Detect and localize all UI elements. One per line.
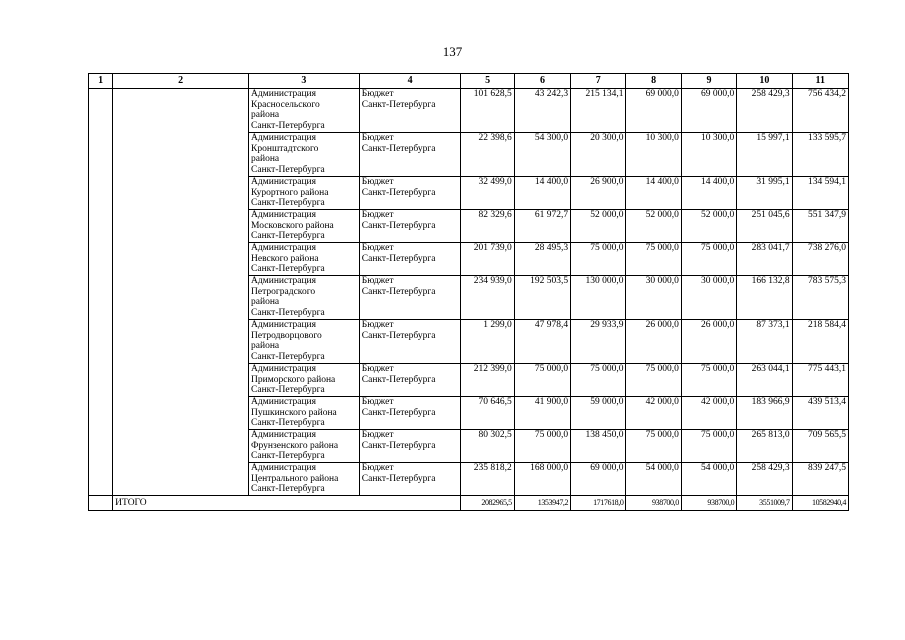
value-cell: 75 000,0	[571, 364, 626, 397]
value-cell: 28 495,3	[514, 243, 570, 276]
total-row	[89, 496, 849, 511]
administrator-cell: Администрация Приморского района Санкт-Петербурга	[249, 364, 360, 397]
value-cell: 61 972,7	[514, 210, 570, 243]
administrator-cell: Администрация Кронштадтского района Санкт-Петербурга	[249, 133, 360, 177]
value-cell: 251 045,6	[737, 210, 792, 243]
cell-col-2	[113, 89, 249, 496]
total-value-cell: 2082965,5	[461, 496, 514, 511]
administrator-cell: Администрация Петродворцового района Санкт-Петербурга	[249, 320, 360, 364]
value-cell: 30 000,0	[626, 276, 681, 320]
funding-source-cell: Бюджет Санкт-Петербурга	[359, 89, 461, 133]
value-cell: 283 041,7	[737, 243, 792, 276]
value-cell: 30 000,0	[681, 276, 736, 320]
value-cell: 41 900,0	[514, 397, 570, 430]
header-row	[89, 74, 849, 89]
page-number: 137	[442, 44, 463, 59]
value-cell: 52 000,0	[681, 210, 736, 243]
administrator-cell: Администрация Курортного района Санкт-Петербурга	[249, 177, 360, 210]
value-cell: 10 300,0	[626, 133, 681, 177]
total-blank-cell	[89, 496, 113, 511]
column-header: 10	[737, 74, 792, 89]
budget-table	[88, 73, 849, 511]
value-cell: 756 434,2	[792, 89, 848, 133]
value-cell: 551 347,9	[792, 210, 848, 243]
value-cell: 20 300,0	[571, 133, 626, 177]
value-cell: 192 503,5	[514, 276, 570, 320]
value-cell: 14 400,0	[681, 177, 736, 210]
total-value-cell: 1717618,0	[571, 496, 626, 511]
value-cell: 212 399,0	[461, 364, 514, 397]
value-cell: 26 000,0	[681, 320, 736, 364]
administrator-cell: Администрация Невского района Санкт-Петербурга	[249, 243, 360, 276]
value-cell: 166 132,8	[737, 276, 792, 320]
value-cell: 75 000,0	[626, 364, 681, 397]
value-cell: 201 739,0	[461, 243, 514, 276]
value-cell: 26 000,0	[626, 320, 681, 364]
value-cell: 52 000,0	[626, 210, 681, 243]
cell-col-1	[89, 89, 113, 496]
value-cell: 87 373,1	[737, 320, 792, 364]
value-cell: 69 000,0	[571, 463, 626, 496]
value-cell: 839 247,5	[792, 463, 848, 496]
value-cell: 265 813,0	[737, 430, 792, 463]
total-value-cell: 938700,0	[681, 496, 736, 511]
value-cell: 234 939,0	[461, 276, 514, 320]
funding-source-cell: Бюджет Санкт-Петербурга	[359, 177, 461, 210]
column-header: 2	[113, 74, 249, 89]
value-cell: 75 000,0	[626, 243, 681, 276]
value-cell: 138 450,0	[571, 430, 626, 463]
administrator-cell: Администрация Фрунзенского района Санкт-Петербурга	[249, 430, 360, 463]
value-cell: 75 000,0	[626, 430, 681, 463]
value-cell: 52 000,0	[571, 210, 626, 243]
table-body	[89, 89, 849, 511]
value-cell: 54 300,0	[514, 133, 570, 177]
value-cell: 42 000,0	[626, 397, 681, 430]
total-value-cell: 10582940,4	[792, 496, 848, 511]
value-cell: 82 329,6	[461, 210, 514, 243]
column-header: 8	[626, 74, 681, 89]
value-cell: 29 933,9	[571, 320, 626, 364]
value-cell: 75 000,0	[681, 364, 736, 397]
value-cell: 775 443,1	[792, 364, 848, 397]
value-cell: 75 000,0	[681, 430, 736, 463]
value-cell: 215 134,1	[571, 89, 626, 133]
column-header: 4	[359, 74, 461, 89]
administrator-cell: Администрация Красносельского района Санкт-Петербурга	[249, 89, 360, 133]
value-cell: 1 299,0	[461, 320, 514, 364]
administrator-cell: Администрация Петроградского района Санкт-Петербурга	[249, 276, 360, 320]
value-cell: 75 000,0	[571, 243, 626, 276]
value-cell: 43 242,3	[514, 89, 570, 133]
value-cell: 783 575,3	[792, 276, 848, 320]
value-cell: 130 000,0	[571, 276, 626, 320]
value-cell: 218 584,4	[792, 320, 848, 364]
administrator-cell: Администрация Московского района Санкт-Петербурга	[249, 210, 360, 243]
column-header: 9	[681, 74, 736, 89]
value-cell: 235 818,2	[461, 463, 514, 496]
value-cell: 168 000,0	[514, 463, 570, 496]
value-cell: 69 000,0	[626, 89, 681, 133]
funding-source-cell: Бюджет Санкт-Петербурга	[359, 320, 461, 364]
administrator-cell: Администрация Пушкинского района Санкт-Петербурга	[249, 397, 360, 430]
value-cell: 42 000,0	[681, 397, 736, 430]
total-value-cell: 938700,0	[626, 496, 681, 511]
value-cell: 10 300,0	[681, 133, 736, 177]
value-cell: 258 429,3	[737, 89, 792, 133]
administrator-cell: Администрация Центрального района Санкт-Петербурга	[249, 463, 360, 496]
value-cell: 69 000,0	[681, 89, 736, 133]
total-value-cell: 3551009,7	[737, 496, 792, 511]
value-cell: 75 000,0	[514, 364, 570, 397]
funding-source-cell: Бюджет Санкт-Петербурга	[359, 463, 461, 496]
value-cell: 439 513,4	[792, 397, 848, 430]
value-cell: 258 429,3	[737, 463, 792, 496]
total-value-cell: 1353947,2	[514, 496, 570, 511]
funding-source-cell: Бюджет Санкт-Петербурга	[359, 430, 461, 463]
value-cell: 59 000,0	[571, 397, 626, 430]
column-header: 3	[249, 74, 360, 89]
funding-source-cell: Бюджет Санкт-Петербурга	[359, 364, 461, 397]
value-cell: 263 044,1	[737, 364, 792, 397]
value-cell: 738 276,0	[792, 243, 848, 276]
value-cell: 183 966,9	[737, 397, 792, 430]
column-header: 1	[89, 74, 113, 89]
funding-source-cell: Бюджет Санкт-Петербурга	[359, 276, 461, 320]
value-cell: 70 646,5	[461, 397, 514, 430]
value-cell: 32 499,0	[461, 177, 514, 210]
value-cell: 75 000,0	[514, 430, 570, 463]
value-cell: 26 900,0	[571, 177, 626, 210]
funding-source-cell: Бюджет Санкт-Петербурга	[359, 397, 461, 430]
funding-source-cell: Бюджет Санкт-Петербурга	[359, 210, 461, 243]
column-header: 6	[514, 74, 570, 89]
value-cell: 709 565,5	[792, 430, 848, 463]
value-cell: 14 400,0	[626, 177, 681, 210]
value-cell: 75 000,0	[681, 243, 736, 276]
column-header: 7	[571, 74, 626, 89]
funding-source-cell: Бюджет Санкт-Петербурга	[359, 133, 461, 177]
value-cell: 134 594,1	[792, 177, 848, 210]
column-header: 5	[461, 74, 514, 89]
value-cell: 31 995,1	[737, 177, 792, 210]
value-cell: 47 978,4	[514, 320, 570, 364]
value-cell: 14 400,0	[514, 177, 570, 210]
value-cell: 54 000,0	[626, 463, 681, 496]
value-cell: 80 302,5	[461, 430, 514, 463]
total-label: ИТОГО	[113, 496, 461, 511]
table-row	[89, 89, 849, 133]
column-header: 11	[792, 74, 848, 89]
value-cell: 101 628,5	[461, 89, 514, 133]
value-cell: 15 997,1	[737, 133, 792, 177]
funding-source-cell: Бюджет Санкт-Петербурга	[359, 243, 461, 276]
value-cell: 133 595,7	[792, 133, 848, 177]
value-cell: 22 398,6	[461, 133, 514, 177]
value-cell: 54 000,0	[681, 463, 736, 496]
